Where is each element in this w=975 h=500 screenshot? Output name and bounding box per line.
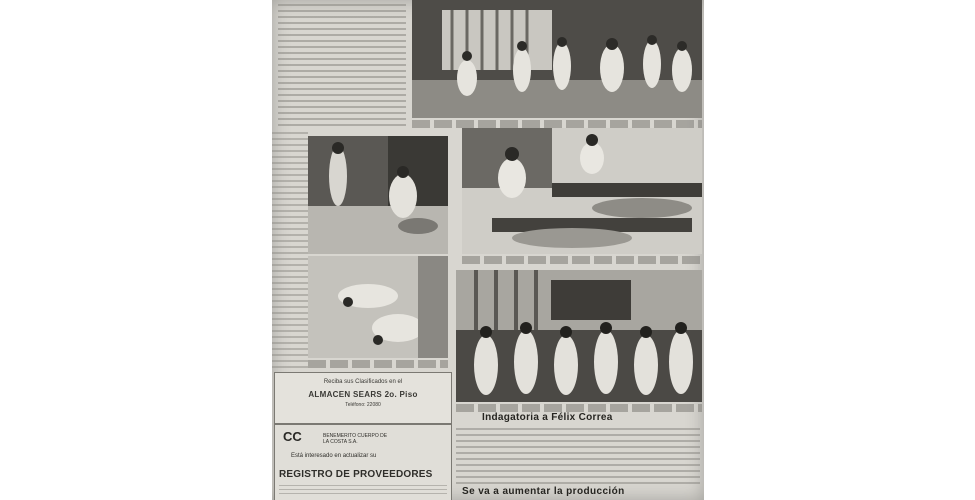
newspaper-page [272, 0, 704, 500]
company-logo: CC [283, 429, 302, 444]
photo-crowd-building [456, 270, 702, 402]
ad-sears [274, 372, 452, 424]
ad-registro-body [279, 485, 447, 497]
company-name: BENEMERITO CUERPO DE LA COSTA S.A. [323, 433, 388, 445]
caption-2 [462, 256, 702, 264]
ad-registro [274, 424, 452, 500]
ad-registro-title: REGISTRO DE PROVEEDORES [279, 469, 433, 480]
caption-4 [456, 404, 702, 412]
headline-produccion: Se va a aumentar la producción [462, 486, 625, 497]
ad-registro-intro: Está interesado en actualizar su [291, 453, 377, 459]
text-column-strip [272, 132, 308, 368]
ad-sears-line2: ALMACEN SEARS 2o. Piso [308, 390, 418, 399]
photo-hospital-corridor [308, 136, 448, 254]
text-column [274, 0, 410, 132]
headline-indagatoria: Indagatoria a Félix Correa [482, 412, 613, 423]
article-body [456, 428, 700, 484]
ad-sears-line1: Reciba sus Clasificados en el [323, 379, 403, 385]
caption-1 [412, 120, 702, 128]
photo-floor [308, 256, 448, 358]
ad-sears-line3: Teléfono: 22080 [345, 402, 381, 408]
photo-stretchers [462, 128, 702, 254]
photo-crowd-gate [412, 0, 702, 118]
caption-3 [308, 360, 448, 368]
